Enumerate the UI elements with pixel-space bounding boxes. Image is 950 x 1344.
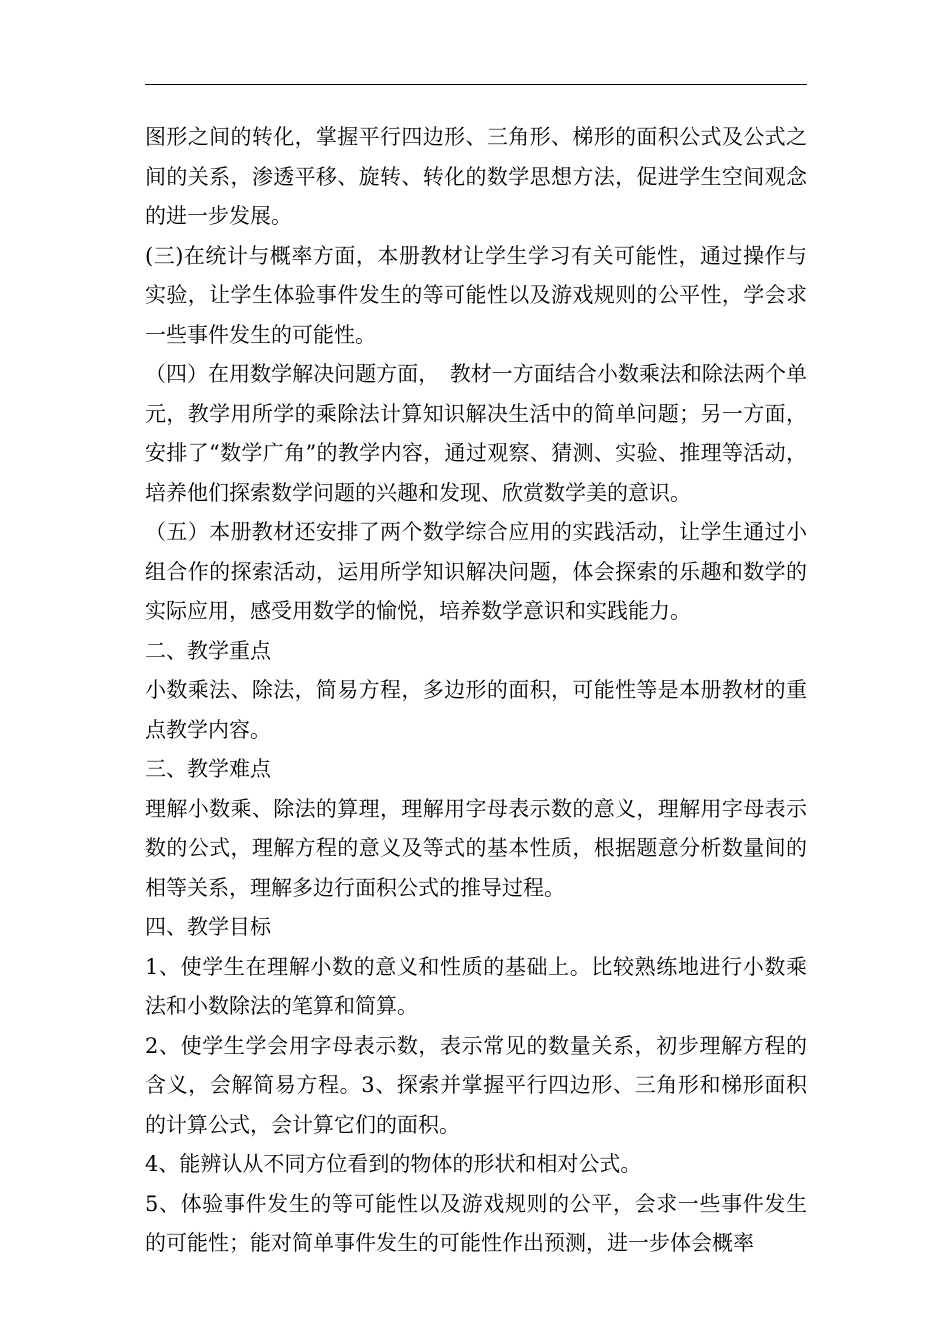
section-heading-key-points: 二、教学重点 <box>145 638 271 663</box>
paragraph-key-points: 小数乘法、除法，简易方程，多边形的面积，可能性等是本册教材的重点教学内容。 <box>145 678 807 742</box>
paragraph-statistics-probability: (三)在统计与概率方面，本册教材让学生学习有关可能性，通过操作与实验，让学生体验事件发生的等可能性以及游戏规则的公平性，学会求一些事件发生的可能性。 <box>145 243 807 347</box>
objective-item-4: 4、能辨认从不同方位看到的物体的形状和相对公式。 <box>145 1152 642 1176</box>
section-heading-difficulties: 三、教学难点 <box>145 757 271 781</box>
paragraph-problem-solving: （四）在用数学解决问题方面， 教材一方面结合小数乘法和除法两个单元，教学用所学的乘除法计算知识解决生活中的简单问题；另一方面，安排了“数学广角”的教学内容，通过观察、猜测、实验、推理等活动，培养他们探索数学问题的兴趣和发现、欣赏数学美的意识。 <box>145 362 807 505</box>
document-body <box>145 118 807 1264</box>
paragraph-geometry-continuation: 图形之间的转化，掌握平行四边形、三角形、梯形的面积公式及公式之间的关系，渗透平移、旋转、转化的数学思想方法，促进学生空间观念的进一步发展。 <box>145 125 807 228</box>
objective-item-2-3: 2、使学生学会用字母表示数，表示常见的数量关系，初步理解方程的含义，会解简易方程。3、探索并掌握平行四边形、三角形和梯形面积的计算公式，会计算它们的面积。 <box>145 1033 807 1137</box>
paragraph-practice-activities: （五）本册教材还安排了两个数学综合应用的实践活动，让学生通过小组合作的探索活动，运用所学知识解决问题，体会探索的乐趣和数学的实际应用，感受用数学的愉悦，培养数学意识和实践能力。 <box>145 520 807 623</box>
objective-item-5: 5、体验事件发生的等可能性以及游戏规则的公平，会求一些事件发生的可能性；能对简单事件发生的可能性作出预测，进一步体会概率 <box>145 1191 807 1255</box>
objective-item-1: 1、使学生在理解小数的意义和性质的基础上。比较熟练地进行小数乘法和小数除法的笔算和简算。 <box>145 954 807 1018</box>
section-heading-objectives: 四、教学目标 <box>145 915 271 939</box>
paragraph-difficulties: 理解小数乘、除法的算理，理解用字母表示数的意义，理解用字母表示数的公式，理解方程的意义及等式的基本性质，根据题意分析数量间的相等关系，理解多边行面积公式的推导过程。 <box>145 796 807 900</box>
header-rule <box>145 84 807 85</box>
